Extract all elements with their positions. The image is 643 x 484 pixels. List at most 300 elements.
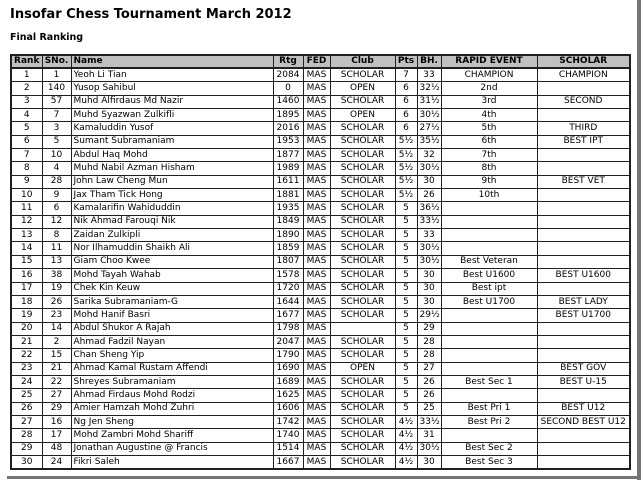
column-header-fed: FED <box>303 55 330 68</box>
cell-fed: MAS <box>303 215 330 228</box>
cell-rapid-event: Best Pri 2 <box>441 415 537 428</box>
column-header-rtg: Rtg <box>273 55 303 68</box>
cell-pts: 5 <box>395 389 417 402</box>
cell-fed: MAS <box>303 202 330 215</box>
cell-rtg: 1895 <box>273 109 303 122</box>
table-row <box>11 295 630 308</box>
cell-pts: 6 <box>395 109 417 122</box>
cell-rank: 29 <box>11 442 42 455</box>
cell-rtg: 1849 <box>273 215 303 228</box>
cell-rapid-event <box>441 429 537 442</box>
cell-club: SCHOLAR <box>330 349 395 362</box>
cell-scholar <box>537 282 630 295</box>
cell-pts: 5½ <box>395 189 417 202</box>
cell-fed: MAS <box>303 95 330 108</box>
cell-name: Chan Sheng Yip <box>71 349 273 362</box>
cell-bh: 31 <box>417 429 441 442</box>
table-row <box>11 202 630 215</box>
cell-rapid-event <box>441 349 537 362</box>
cell-club: SCHOLAR <box>330 375 395 388</box>
cell-rtg: 1740 <box>273 429 303 442</box>
cell-rank: 18 <box>11 295 42 308</box>
cell-name: Abdul Shukor A Rajah <box>71 322 273 335</box>
cell-name: Mohd Zambri Mohd Shariff <box>71 429 273 442</box>
cell-rtg: 1935 <box>273 202 303 215</box>
table-row <box>11 68 630 82</box>
cell-scholar <box>537 82 630 95</box>
cell-pts: 5 <box>395 295 417 308</box>
cell-sno: 12 <box>42 215 71 228</box>
cell-bh: 30½ <box>417 255 441 268</box>
cell-pts: 5½ <box>395 135 417 148</box>
cell-name: Nor Ilhamuddin Shaikh Ali <box>71 242 273 255</box>
cell-sno: 23 <box>42 309 71 322</box>
cell-sno: 22 <box>42 375 71 388</box>
table-row <box>11 95 630 108</box>
cell-name: Amier Hamzah Mohd Zuhri <box>71 402 273 415</box>
cell-scholar: SECOND BEST U12 <box>537 415 630 428</box>
cell-bh: 35½ <box>417 135 441 148</box>
cell-club: SCHOLAR <box>330 269 395 282</box>
cell-rank: 26 <box>11 402 42 415</box>
cell-club: SCHOLAR <box>330 202 395 215</box>
cell-rapid-event: Best Veteran <box>441 255 537 268</box>
cell-scholar <box>537 202 630 215</box>
cell-sno: 38 <box>42 269 71 282</box>
cell-rank: 8 <box>11 162 42 175</box>
cell-pts: 5 <box>395 229 417 242</box>
cell-fed: MAS <box>303 455 330 469</box>
cell-sno: 16 <box>42 415 71 428</box>
cell-scholar <box>537 229 630 242</box>
cell-rank: 15 <box>11 255 42 268</box>
cell-rapid-event: Best ipt <box>441 282 537 295</box>
cell-fed: MAS <box>303 162 330 175</box>
cell-name: Ahmad Kamal Rustam Affendi <box>71 362 273 375</box>
cell-bh: 27 <box>417 362 441 375</box>
table-row <box>11 242 630 255</box>
cell-name: Abdul Haq Mohd <box>71 149 273 162</box>
cell-rtg: 1742 <box>273 415 303 428</box>
cell-bh: 32½ <box>417 82 441 95</box>
cell-fed: MAS <box>303 175 330 188</box>
table-row <box>11 215 630 228</box>
cell-rtg: 1690 <box>273 362 303 375</box>
cell-sno: 27 <box>42 389 71 402</box>
cell-club: SCHOLAR <box>330 229 395 242</box>
cell-scholar: BEST GOV <box>537 362 630 375</box>
cell-rtg: 1677 <box>273 309 303 322</box>
cell-sno: 28 <box>42 175 71 188</box>
cell-rank: 27 <box>11 415 42 428</box>
cell-rank: 13 <box>11 229 42 242</box>
cell-scholar <box>537 429 630 442</box>
cell-rank: 16 <box>11 269 42 282</box>
cell-bh: 26 <box>417 375 441 388</box>
cell-name: Mohd Tayah Wahab <box>71 269 273 282</box>
cell-scholar: BEST U1600 <box>537 269 630 282</box>
cell-rtg: 1859 <box>273 242 303 255</box>
cell-sno: 140 <box>42 82 71 95</box>
cell-fed: MAS <box>303 362 330 375</box>
table-row <box>11 149 630 162</box>
cell-scholar <box>537 322 630 335</box>
cell-scholar: CHAMPION <box>537 68 630 82</box>
cell-rank: 28 <box>11 429 42 442</box>
cell-rtg: 1460 <box>273 95 303 108</box>
cell-name: Muhd Nabil Azman Hisham <box>71 162 273 175</box>
cell-pts: 4½ <box>395 442 417 455</box>
cell-rank: 11 <box>11 202 42 215</box>
cell-fed: MAS <box>303 429 330 442</box>
cell-rtg: 1790 <box>273 349 303 362</box>
cell-pts: 5 <box>395 362 417 375</box>
cell-fed: MAS <box>303 82 330 95</box>
cell-name: Yusop Sahibul <box>71 82 273 95</box>
cell-club: SCHOLAR <box>330 429 395 442</box>
column-header-pts: Pts <box>395 55 417 68</box>
cell-pts: 5 <box>395 402 417 415</box>
cell-rapid-event <box>441 215 537 228</box>
cell-rtg: 1606 <box>273 402 303 415</box>
cell-rtg: 1807 <box>273 255 303 268</box>
cell-rapid-event <box>441 229 537 242</box>
cell-rapid-event: Best U1600 <box>441 269 537 282</box>
table-row <box>11 282 630 295</box>
column-header-rank: Rank <box>11 55 42 68</box>
cell-bh: 31½ <box>417 95 441 108</box>
column-header-bh: BH. <box>417 55 441 68</box>
cell-name: Jonathan Augustine @ Francis <box>71 442 273 455</box>
cell-fed: MAS <box>303 335 330 348</box>
cell-bh: 30 <box>417 282 441 295</box>
cell-bh: 28 <box>417 335 441 348</box>
column-header-name: Name <box>71 55 273 68</box>
cell-rapid-event: 9th <box>441 175 537 188</box>
cell-rtg: 1720 <box>273 282 303 295</box>
cell-rtg: 2047 <box>273 335 303 348</box>
column-header-rapid-event: RAPID EVENT <box>441 55 537 68</box>
cell-rapid-event: Best Sec 1 <box>441 375 537 388</box>
cell-bh: 30 <box>417 295 441 308</box>
cell-bh: 32 <box>417 149 441 162</box>
cell-club: OPEN <box>330 82 395 95</box>
cell-sno: 9 <box>42 189 71 202</box>
cell-bh: 33 <box>417 68 441 82</box>
cell-club: SCHOLAR <box>330 242 395 255</box>
cell-pts: 5 <box>395 335 417 348</box>
cell-name: Yeoh Li Tian <box>71 68 273 82</box>
cell-sno: 11 <box>42 242 71 255</box>
cell-bh: 29½ <box>417 309 441 322</box>
cell-scholar <box>537 162 630 175</box>
cell-club: SCHOLAR <box>330 415 395 428</box>
cell-rtg: 1514 <box>273 442 303 455</box>
cell-bh: 25 <box>417 402 441 415</box>
cell-pts: 4½ <box>395 415 417 428</box>
cell-fed: MAS <box>303 255 330 268</box>
cell-scholar <box>537 389 630 402</box>
cell-rtg: 1877 <box>273 149 303 162</box>
cell-pts: 5 <box>395 322 417 335</box>
cell-fed: MAS <box>303 295 330 308</box>
cell-bh: 27½ <box>417 122 441 135</box>
cell-club: SCHOLAR <box>330 122 395 135</box>
cell-rtg: 1644 <box>273 295 303 308</box>
cell-pts: 5 <box>395 349 417 362</box>
cell-rank: 24 <box>11 375 42 388</box>
cell-bh: 36½ <box>417 202 441 215</box>
cell-fed: MAS <box>303 375 330 388</box>
cell-pts: 4½ <box>395 429 417 442</box>
cell-bh: 26 <box>417 189 441 202</box>
table-row <box>11 455 630 469</box>
cell-rapid-event: 3rd <box>441 95 537 108</box>
cell-rank: 30 <box>11 455 42 469</box>
cell-sno: 24 <box>42 455 71 469</box>
cell-rtg: 1890 <box>273 229 303 242</box>
column-header-sno: SNo. <box>42 55 71 68</box>
cell-pts: 5 <box>395 375 417 388</box>
cell-rapid-event <box>441 202 537 215</box>
cell-sno: 29 <box>42 402 71 415</box>
cell-bh: 30½ <box>417 242 441 255</box>
cell-rapid-event <box>441 335 537 348</box>
cell-fed: MAS <box>303 135 330 148</box>
cell-sno: 26 <box>42 295 71 308</box>
cell-club: SCHOLAR <box>330 95 395 108</box>
cell-fed: MAS <box>303 389 330 402</box>
table-row <box>11 429 630 442</box>
cell-scholar <box>537 349 630 362</box>
cell-sno: 19 <box>42 282 71 295</box>
cell-bh: 26 <box>417 389 441 402</box>
cell-bh: 30 <box>417 455 441 469</box>
cell-name: Sarika Subramaniam-G <box>71 295 273 308</box>
cell-rapid-event: 5th <box>441 122 537 135</box>
cell-rank: 19 <box>11 309 42 322</box>
table-row <box>11 322 630 335</box>
cell-rapid-event: Best Sec 3 <box>441 455 537 469</box>
cell-rank: 9 <box>11 175 42 188</box>
cell-rtg: 1798 <box>273 322 303 335</box>
cell-rapid-event: 2nd <box>441 82 537 95</box>
cell-name: Kamalarifin Wahiduddin <box>71 202 273 215</box>
table-row <box>11 122 630 135</box>
cell-club <box>330 322 395 335</box>
cell-fed: MAS <box>303 122 330 135</box>
cell-fed: MAS <box>303 349 330 362</box>
cell-rank: 3 <box>11 95 42 108</box>
table-row <box>11 175 630 188</box>
cell-sno: 4 <box>42 162 71 175</box>
table-row <box>11 82 630 95</box>
cell-sno: 21 <box>42 362 71 375</box>
cell-pts: 7 <box>395 68 417 82</box>
cell-rank: 10 <box>11 189 42 202</box>
cell-pts: 5 <box>395 269 417 282</box>
table-header-row <box>11 55 630 68</box>
cell-sno: 5 <box>42 135 71 148</box>
cell-name: Giam Choo Kwee <box>71 255 273 268</box>
cell-club: SCHOLAR <box>330 215 395 228</box>
table-row <box>11 415 630 428</box>
cell-rtg: 1578 <box>273 269 303 282</box>
cell-pts: 5 <box>395 242 417 255</box>
cell-club: SCHOLAR <box>330 442 395 455</box>
cell-fed: MAS <box>303 229 330 242</box>
cell-sno: 7 <box>42 109 71 122</box>
cell-rtg: 1625 <box>273 389 303 402</box>
cell-club: SCHOLAR <box>330 455 395 469</box>
cell-bh: 30 <box>417 175 441 188</box>
cell-name: Jax Tham Tick Hong <box>71 189 273 202</box>
cell-pts: 6 <box>395 122 417 135</box>
cell-scholar: BEST U12 <box>537 402 630 415</box>
table-row <box>11 162 630 175</box>
table-row <box>11 362 630 375</box>
cell-scholar: BEST U1700 <box>537 309 630 322</box>
cell-sno: 3 <box>42 122 71 135</box>
cell-rank: 12 <box>11 215 42 228</box>
cell-scholar <box>537 255 630 268</box>
cell-rapid-event <box>441 309 537 322</box>
cell-fed: MAS <box>303 442 330 455</box>
cell-club: SCHOLAR <box>330 282 395 295</box>
cell-rtg: 1989 <box>273 162 303 175</box>
cell-fed: MAS <box>303 415 330 428</box>
cell-club: SCHOLAR <box>330 68 395 82</box>
cell-scholar <box>537 189 630 202</box>
cell-pts: 5 <box>395 282 417 295</box>
table-row <box>11 309 630 322</box>
cell-name: Ahmad Fadzil Nayan <box>71 335 273 348</box>
cell-bh: 29 <box>417 322 441 335</box>
table-row <box>11 135 630 148</box>
cell-bh: 33½ <box>417 415 441 428</box>
cell-name: Mohd Hanif Basri <box>71 309 273 322</box>
cell-pts: 4½ <box>395 455 417 469</box>
cell-rapid-event: 8th <box>441 162 537 175</box>
cell-rapid-event: CHAMPION <box>441 68 537 82</box>
cell-bh: 30½ <box>417 162 441 175</box>
cell-name: Shreyes Subramaniam <box>71 375 273 388</box>
cell-scholar <box>537 109 630 122</box>
cell-rapid-event <box>441 242 537 255</box>
cell-name: Ng Jen Sheng <box>71 415 273 428</box>
cell-sno: 8 <box>42 229 71 242</box>
table-row <box>11 389 630 402</box>
cell-scholar: BEST U-15 <box>537 375 630 388</box>
cell-sno: 2 <box>42 335 71 348</box>
cell-scholar <box>537 442 630 455</box>
cell-club: SCHOLAR <box>330 149 395 162</box>
cell-fed: MAS <box>303 282 330 295</box>
cell-rank: 21 <box>11 335 42 348</box>
table-row <box>11 349 630 362</box>
cell-rtg: 1953 <box>273 135 303 148</box>
cell-pts: 5 <box>395 215 417 228</box>
cell-sno: 10 <box>42 149 71 162</box>
cell-name: Nik Ahmad Farouqi Nik <box>71 215 273 228</box>
cell-rapid-event: Best Pri 1 <box>441 402 537 415</box>
cell-sno: 14 <box>42 322 71 335</box>
cell-rank: 6 <box>11 135 42 148</box>
cell-name: Muhd Alfirdaus Md Nazir <box>71 95 273 108</box>
cell-bh: 30½ <box>417 109 441 122</box>
cell-club: OPEN <box>330 109 395 122</box>
cell-scholar: BEST IPT <box>537 135 630 148</box>
cell-rtg: 1881 <box>273 189 303 202</box>
table-row <box>11 109 630 122</box>
table-row <box>11 189 630 202</box>
table-row <box>11 442 630 455</box>
cell-fed: MAS <box>303 309 330 322</box>
cell-rtg: 1611 <box>273 175 303 188</box>
cell-pts: 6 <box>395 82 417 95</box>
table-row <box>11 375 630 388</box>
cell-sno: 13 <box>42 255 71 268</box>
table-row <box>11 255 630 268</box>
table-row <box>11 402 630 415</box>
cell-pts: 5½ <box>395 175 417 188</box>
table-row <box>11 229 630 242</box>
column-header-club: Club <box>330 55 395 68</box>
cell-fed: MAS <box>303 242 330 255</box>
cell-pts: 6 <box>395 95 417 108</box>
cell-rank: 22 <box>11 349 42 362</box>
cell-club: SCHOLAR <box>330 135 395 148</box>
cell-sno: 15 <box>42 349 71 362</box>
cell-sno: 1 <box>42 68 71 82</box>
cell-rapid-event: Best Sec 2 <box>441 442 537 455</box>
cell-pts: 5 <box>395 255 417 268</box>
cell-bh: 30½ <box>417 442 441 455</box>
cell-rapid-event: 10th <box>441 189 537 202</box>
cell-club: SCHOLAR <box>330 389 395 402</box>
cell-bh: 33½ <box>417 215 441 228</box>
cell-club: SCHOLAR <box>330 162 395 175</box>
cell-pts: 5 <box>395 202 417 215</box>
cell-name: Muhd Syazwan Zulkifli <box>71 109 273 122</box>
cell-rtg: 2084 <box>273 68 303 82</box>
cell-scholar: BEST VET <box>537 175 630 188</box>
cell-bh: 30 <box>417 269 441 282</box>
cell-fed: MAS <box>303 269 330 282</box>
cell-rtg: 2016 <box>273 122 303 135</box>
cell-rtg: 1667 <box>273 455 303 469</box>
cell-club: SCHOLAR <box>330 175 395 188</box>
cell-rank: 17 <box>11 282 42 295</box>
cell-name: Sumant Subramaniam <box>71 135 273 148</box>
cell-pts: 5 <box>395 309 417 322</box>
cell-rapid-event <box>441 322 537 335</box>
cell-rank: 1 <box>11 68 42 82</box>
cell-rapid-event: 7th <box>441 149 537 162</box>
cell-name: Chek Kin Keuw <box>71 282 273 295</box>
cell-scholar: SECOND <box>537 95 630 108</box>
cell-rank: 2 <box>11 82 42 95</box>
cell-club: SCHOLAR <box>330 402 395 415</box>
cell-club: SCHOLAR <box>330 255 395 268</box>
page-title: Insofar Chess Tournament March 2012 <box>10 7 292 22</box>
cell-rtg: 1689 <box>273 375 303 388</box>
cell-club: SCHOLAR <box>330 189 395 202</box>
cell-fed: MAS <box>303 402 330 415</box>
column-header-scholar: SCHOLAR <box>537 55 630 68</box>
cell-bh: 28 <box>417 349 441 362</box>
cell-rank: 25 <box>11 389 42 402</box>
